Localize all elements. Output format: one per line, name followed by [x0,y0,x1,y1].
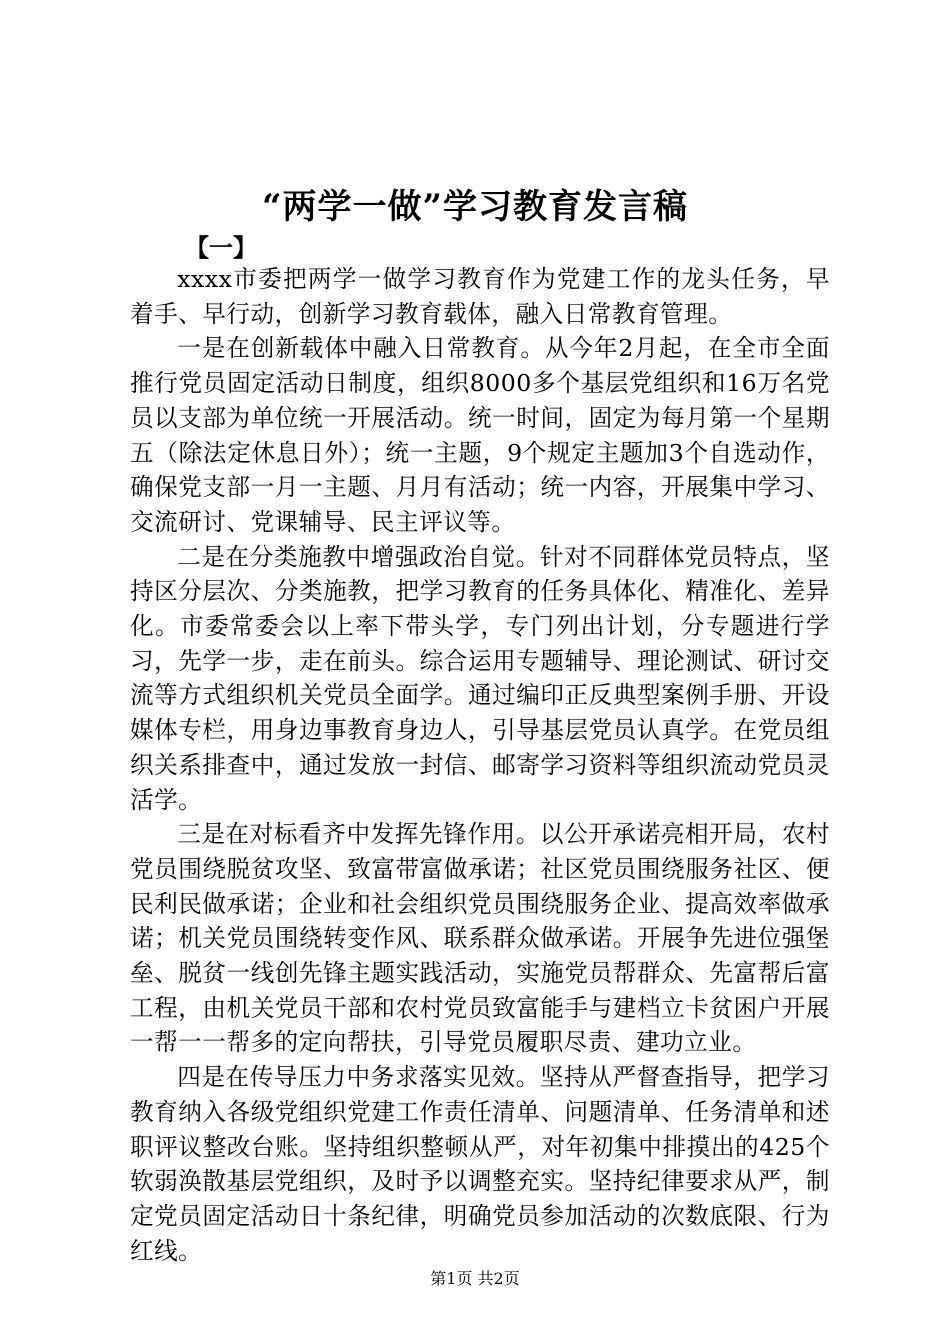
document-title: “两学一做”学习教育发言稿 [261,187,689,227]
paragraph-point-four: 四是在传导压力中务求落实见效。坚持从严督查指导，把学习教育纳入各级党组织党建工作责任清单、问题清单、任务清单和述职评议整改台账。坚持组织整顿从严，对年初集中排摸出的425个软弱涣散基层党组织，及时予以调整充实。坚持纪律要求从严，制定党员固定活动日十条纪律，明确党员参加活动的次数底限、行为红线。 [130,1063,830,1265]
paragraph-intro: xxxx市委把两学一做学习教育作为党建工作的龙头任务，早着手、早行动，创新学习教育载体，融入日常教育管理。 [130,265,830,328]
paragraph-point-two: 二是在分类施教中增强政治自觉。针对不同群体党员特点，坚持区分层次、分类施教，把学习教育的任务具体化、精准化、差异化。市委常委会以上率下带头学，专门列出计划，分专题进行学习，先学一步，走在前头。综合运用专题辅导、理论测试、研讨交流等方式组织机关党员全面学。通过编印正反典型案例手册、开设媒体专栏，用身边事教育身边人，引导基层党员认真学。在党员组织关系排查中，通过发放一封信、邮寄学习资料等组织流动党员灵活学。 [130,542,830,814]
section-heading: 【一】 [185,233,257,262]
paragraph-point-three: 三是在对标看齐中发挥先锋作用。以公开承诺亮相开局，农村党员围绕脱贫攻坚、致富带富做承诺；社区党员围绕服务社区、便民利民做承诺；企业和社会组织党员围绕服务企业、提高效率做承诺；机关党员围绕转变作风、联系群众做承诺。开展争先进位强堡垒、脱贫一线创先锋主题实践活动，实施党员帮群众、先富帮后富工程，由机关党员干部和农村党员致富能手与建档立卡贫困户开展一帮一一帮多的定向帮扶，引导党员履职尽责、建功立业。 [130,820,830,1057]
page-number-footer: 第1页 共2页 [430,1269,520,1288]
document-body [130,262,830,1268]
paragraph-point-one: 一是在创新载体中融入日常教育。从今年2月起，在全市全面推行党员固定活动日制度，组织8000多个基层党组织和16万名党员以支部为单位统一开展活动。统一时间，固定为每月第一个星期五（除法定休息日外）；统一主题，9个规定主题加3个自选动作，确保党支部一月一主题、月月有活动；统一内容，开展集中学习、交流研讨、党课辅导、民主评议等。 [130,334,830,536]
